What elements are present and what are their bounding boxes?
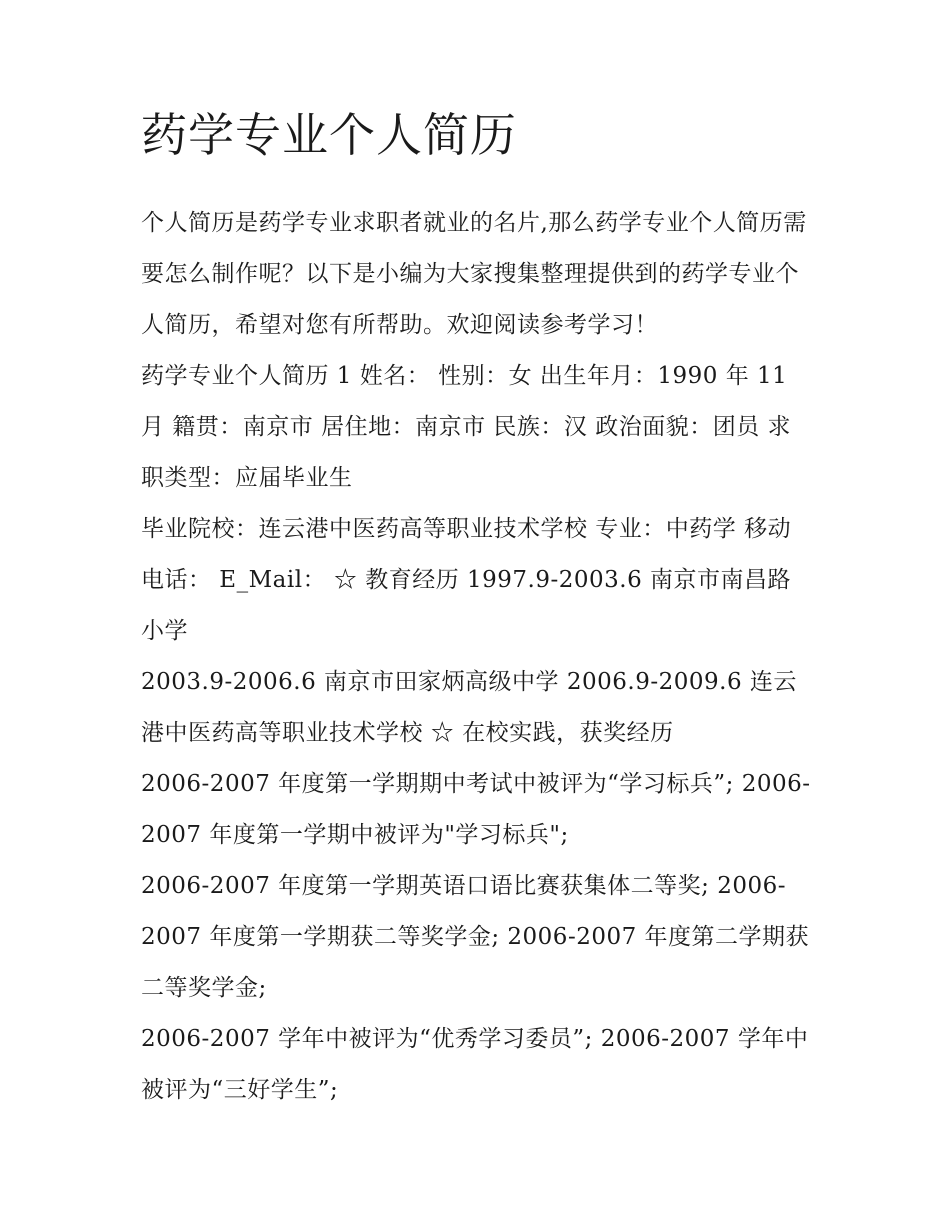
document-body bbox=[141, 198, 813, 1116]
award-paragraph-1: 2006-2007 年度第一学期期中考试中被评为“学习标兵”; 2006-2007 年度第一学期中被评为"学习标兵"; bbox=[141, 771, 811, 848]
personal-info-paragraph: 药学专业个人简历 1 姓名： 性别：女 出生年月：1990 年 11 月 籍贯：南京市 居住地：南京市 民族：汉 政治面貌：团员 求职类型：应届毕业生 bbox=[141, 363, 792, 491]
document-title: 药学专业个人简历 bbox=[141, 108, 517, 162]
education-paragraph: 2003.9-2006.6 南京市田家炳高级中学 2006.9-2009.6 连云港中医药高等职业技术学校 ☆ 在校实践，获奖经历 bbox=[141, 669, 797, 746]
document-page bbox=[141, 108, 813, 1116]
school-contact-paragraph: 毕业院校：连云港中医药高等职业技术学校 专业：中药学 移动电话： E_Mail： ☆ 教育经历 1997.9-2003.6 南京市南昌路小学 bbox=[141, 516, 792, 644]
award-paragraph-3: 2006-2007 学年中被评为“优秀学习委员”; 2006-2007 学年中被评为“三好学生”; bbox=[141, 1026, 809, 1103]
intro-paragraph: 个人简历是药学专业求职者就业的名片,那么药学专业个人简历需要怎么制作呢？以下是小编为大家搜集整理提供到的药学专业个人简历，希望对您有所帮助。欢迎阅读参考学习！ bbox=[141, 210, 807, 338]
award-paragraph-2: 2006-2007 年度第一学期英语口语比赛获集体二等奖; 2006-2007 年度第一学期获二等奖学金; 2006-2007 年度第二学期获二等奖学金; bbox=[141, 873, 810, 1001]
